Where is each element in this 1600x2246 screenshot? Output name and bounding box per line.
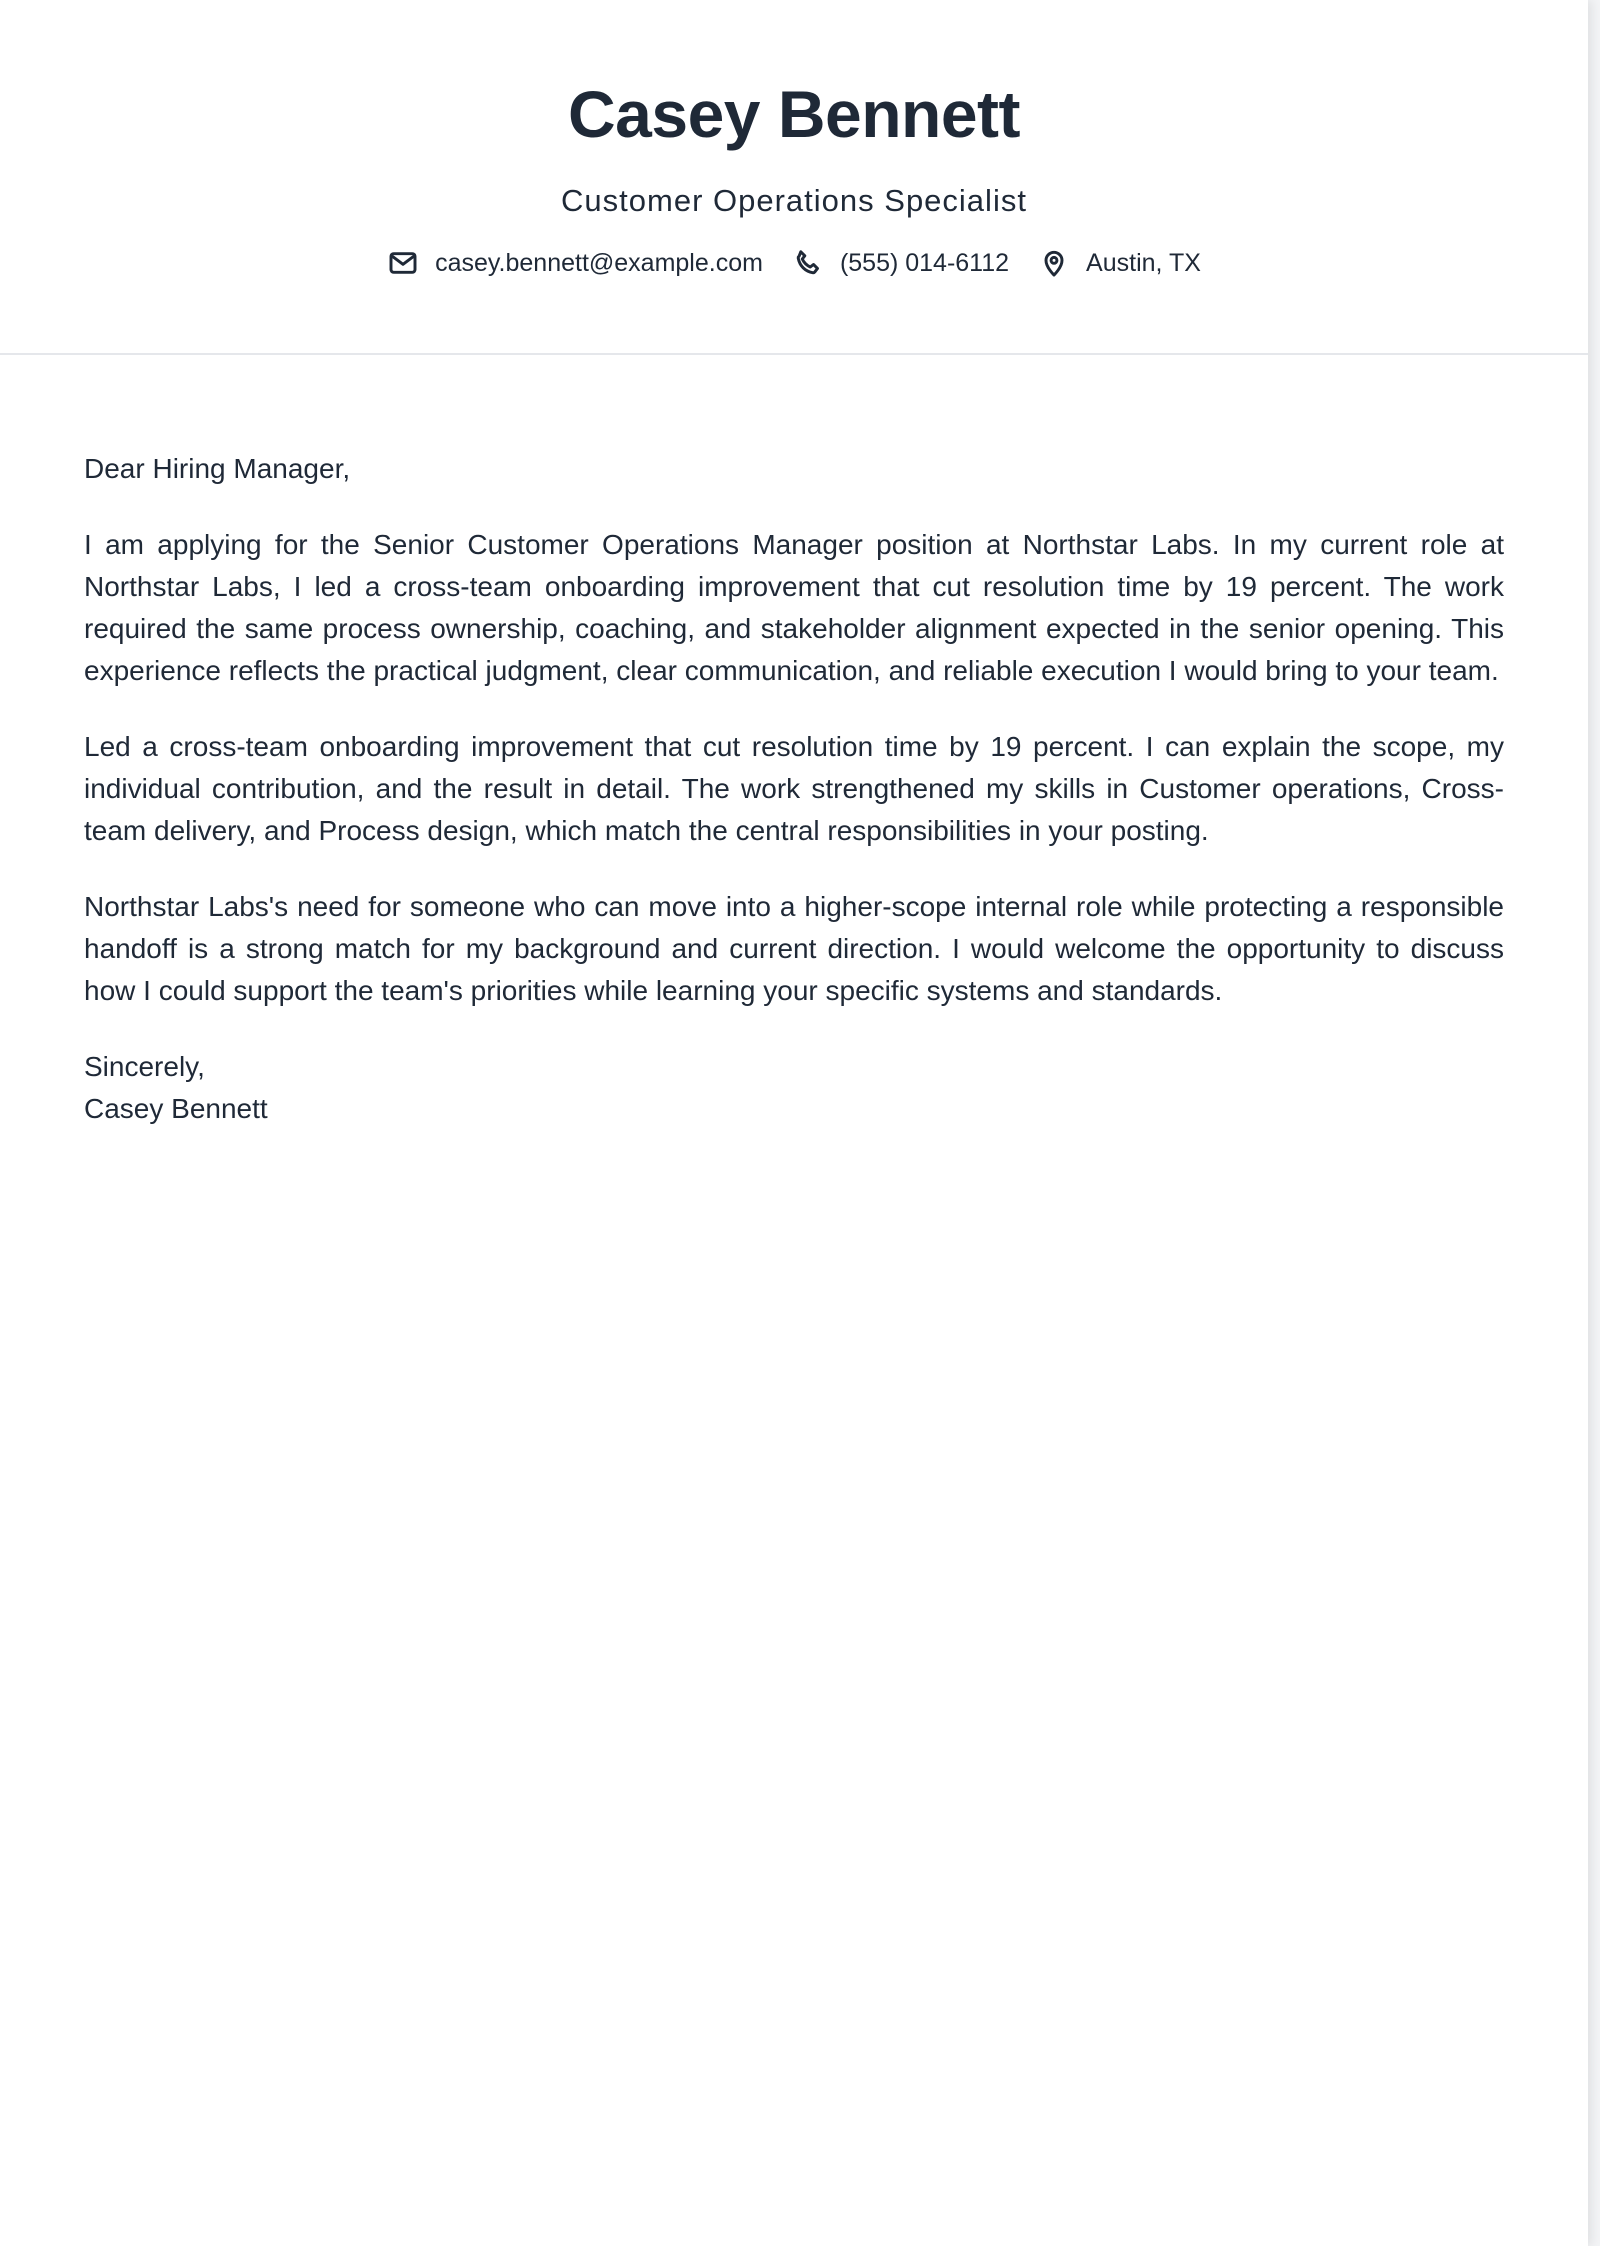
paragraph-3: Northstar Labs's need for someone who can move into a higher-scope internal role while protecting a responsible handoff is a strong match for my background and current direction. I would welcome the opportunity to discuss how I could support the team's priorities while learning your specific systems and standards. bbox=[84, 891, 1504, 1006]
email-text: casey.bennett@example.com bbox=[435, 249, 763, 277]
contact-location bbox=[1038, 247, 1201, 279]
mail-icon bbox=[387, 247, 419, 279]
paragraph-1: I am applying for the Senior Customer Operations Manager position at Northstar Labs. In my current role at Northstar Labs, I led a cross-team onboarding improvement that cut resolution time by 19 percent. The work required the same process ownership, coaching, and stakeholder alignment expected in the senior opening. This experience reflects the practical judgment, clear communication, and reliable execution I would bring to your team. bbox=[84, 529, 1504, 686]
phone-icon bbox=[792, 247, 824, 279]
letter-body bbox=[0, 355, 1588, 1130]
contact-phone[interactable] bbox=[792, 247, 1009, 279]
candidate-name: Casey Bennett bbox=[568, 77, 1020, 151]
phone-text: (555) 014-6112 bbox=[839, 249, 1010, 277]
contact-email[interactable] bbox=[387, 247, 763, 279]
location-text: Austin, TX bbox=[1086, 249, 1201, 277]
map-pin-icon bbox=[1038, 247, 1070, 279]
salutation: Dear Hiring Manager, bbox=[84, 453, 351, 484]
closing: Sincerely, bbox=[84, 1051, 205, 1082]
contact-row bbox=[0, 247, 1588, 279]
candidate-title: Customer Operations Specialist bbox=[561, 183, 1027, 218]
letter-header bbox=[0, 0, 1588, 355]
signature: Casey Bennett bbox=[84, 1093, 268, 1124]
paragraph-2: Led a cross-team onboarding improvement that cut resolution time by 19 percent. I can explain the scope, my individual contribution, and the result in detail. The work strengthened my skills in Customer operations, Cross-team delivery, and Process design, which match the central responsibilities in your posting. bbox=[84, 731, 1504, 846]
